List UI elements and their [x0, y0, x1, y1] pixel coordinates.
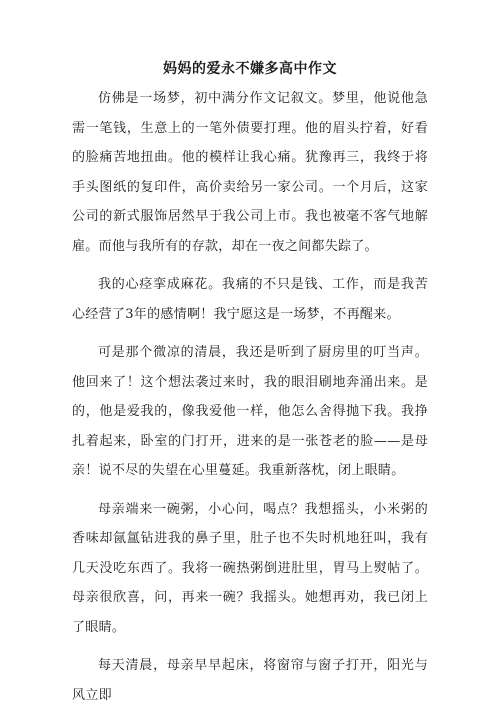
- document-page: [72, 60, 428, 719]
- paragraph-1: 仿佛是一场梦，初中满分作文记叙文。梦里，他说他急需一笔钱，生意上的一笔外债要打理。他的眉头拧着，好看的脸痛苦地扭曲。他的模样让我心痛。犹豫再三，我终于将手头图纸的复印件，高价卖给另一家公司。一个月后，这家公司的新式服饰居然早于我公司上市。我也被毫不客气地解雇。而他与我所有的存款，却在一夜之间都失踪了。: [72, 91, 428, 254]
- document-title: 妈妈的爱永不嫌多高中作文: [163, 61, 337, 77]
- paragraph-5: 每天清晨，母亲早早起床，将窗帘与窗子打开，阳光与风立即: [72, 658, 428, 703]
- paragraph-2: 我的心痉挛成麻花。我痛的不只是钱、工作，而是我苦心经营了3年的感情啊！我宁愿这是一场梦，不再醒来。: [72, 277, 428, 322]
- paragraph-4: 母亲端来一碗粥，小心问，喝点？我想摇头，小米粥的香味却氤氲钻进我的鼻子里，肚子也不失时机地狂叫，我有几天没吃东西了。我将一碗热粥倒进肚里，胃马上熨帖了。母亲很欣喜，问，再来一碗？我摇头。她想再劝，我已闭上了眼睛。: [72, 501, 428, 635]
- paragraph-3: 可是那个微凉的清晨，我还是听到了厨房里的叮当声。他回来了！这个想法袭过来时，我的眼泪刷地奔涌出来。是的，他是爱我的，像我爱他一样，他怎么舍得抛下我。我挣扎着起来，卧室的门打开，进来的是一张苍老的脸——是母亲！说不尽的失望在心里蔓延。我重新落枕，闭上眼睛。: [72, 345, 428, 478]
